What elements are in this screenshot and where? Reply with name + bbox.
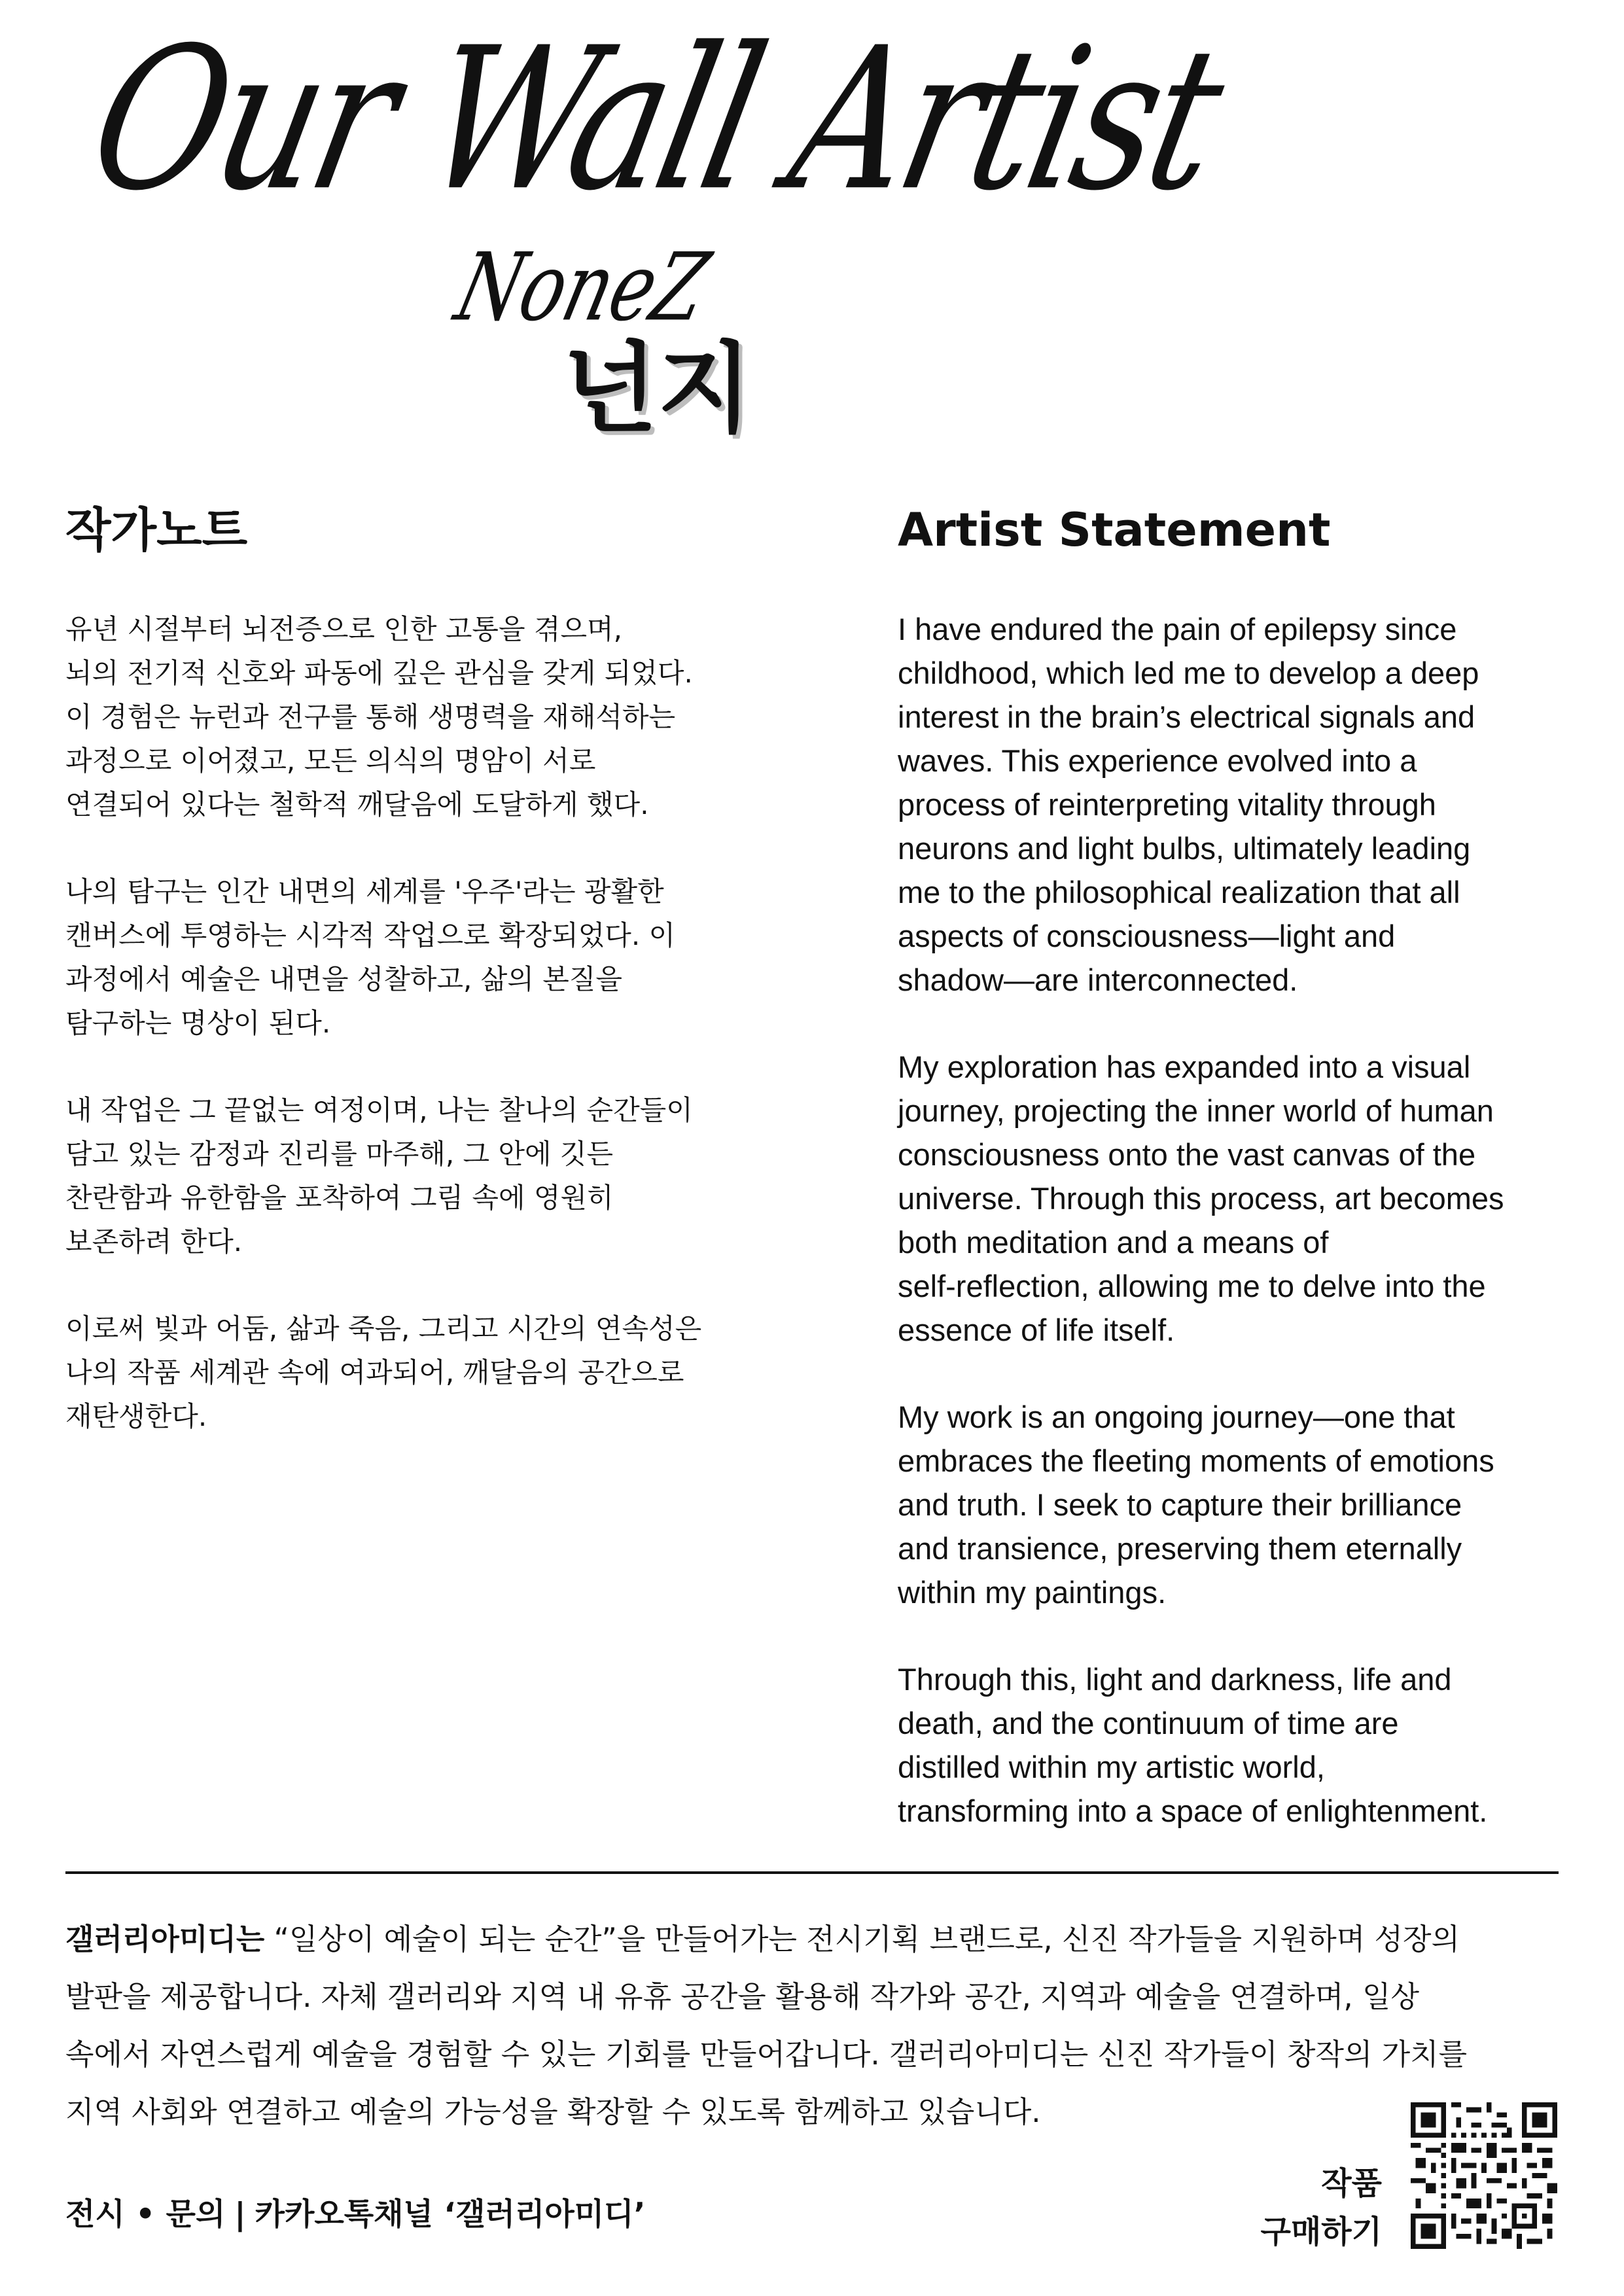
gallery-line-1 bbox=[65, 1911, 1564, 1968]
gallery-line-2: 발판을 제공합니다. 자체 갤러리와 지역 내 유휴 공간을 활용해 작가와 공간, 지역과 예술을 연결하며, 일상 bbox=[65, 1979, 1419, 2014]
purchase-line-2: 구매하기 bbox=[1260, 2214, 1382, 2250]
text-line: within my paintings. bbox=[898, 1575, 1167, 1610]
text-line: Through this, light and darkness, life and bbox=[898, 1662, 1452, 1697]
contact-separator: | bbox=[234, 2197, 246, 2233]
text-line: 과정으로 이어졌고, 모든 의식의 명암이 서로 bbox=[65, 745, 596, 777]
text-line: shadow—are interconnected. bbox=[898, 963, 1298, 997]
text-line: neurons and light bulbs, ultimately leading bbox=[898, 831, 1471, 866]
text-line: 담고 있는 감정과 진리를 마주해, 그 안에 깃든 bbox=[65, 1138, 614, 1170]
text-line: 내 작업은 그 끝없는 여정이며, 나는 찰나의 순간들이 bbox=[65, 1094, 693, 1126]
gallery-line-3: 속에서 자연스럽게 예술을 경험할 수 있는 기회를 만들어갑니다. 갤러리아미디는 신진 작가들이 창작의 가치를 bbox=[65, 2037, 1468, 2072]
text-line: 탐구하는 명상이 된다. bbox=[65, 1007, 331, 1039]
statement-paragraph-3 bbox=[898, 1395, 1578, 1614]
text-line: 이 경험은 뉴런과 전구를 통해 생명력을 재해석하는 bbox=[65, 701, 676, 733]
text-line: 캔버스에 투영하는 시각적 작업으로 확장되었다. 이 bbox=[65, 919, 676, 951]
qr-code-icon[interactable] bbox=[1411, 2102, 1557, 2249]
text-line: childhood, which led me to develop a deep bbox=[898, 656, 1479, 690]
script-subtitle: NoneZ bbox=[446, 232, 719, 342]
text-line: I have endured the pain of epilepsy since bbox=[898, 612, 1457, 646]
text-line: 과정에서 예술은 내면을 성찰하고, 삶의 본질을 bbox=[65, 963, 622, 995]
text-line: 연결되어 있다는 철학적 깨달음에 도달하게 했다. bbox=[65, 788, 649, 821]
gallery-brand: 갤러리아미디는 bbox=[65, 1922, 265, 1956]
text-line: aspects of consciousness—light and bbox=[898, 919, 1396, 953]
note-paragraph-1 bbox=[65, 607, 772, 826]
script-title: Our Wall Artist bbox=[74, 5, 1237, 234]
text-line: essence of life itself. bbox=[898, 1313, 1175, 1347]
gallery-text: “일상이 예술이 되는 순간”을 만들어가는 전시기획 브랜드로, 신진 작가들을 지원하며 성장의 bbox=[264, 1922, 1460, 1956]
note-paragraph-4 bbox=[65, 1307, 772, 1438]
header bbox=[65, 5, 1237, 458]
contact-info bbox=[65, 2192, 645, 2238]
text-line: 찬란함과 유한함을 포착하여 그림 속에 영원히 bbox=[65, 1182, 614, 1214]
purchase-label bbox=[1199, 2159, 1382, 2256]
text-line: distilled within my artistic world, bbox=[898, 1750, 1325, 1784]
text-line: embraces the fleeting moments of emotions bbox=[898, 1443, 1494, 1478]
artist-statement-english bbox=[898, 497, 1578, 1876]
text-line: consciousness onto the vast canvas of the bbox=[898, 1137, 1476, 1172]
text-line: My work is an ongoing journey—one that bbox=[898, 1400, 1455, 1434]
text-line: 뇌의 전기적 신호와 파동에 깊은 관심을 갖게 되었다. bbox=[65, 657, 693, 689]
text-line: self-reflection, allowing me to delve into the bbox=[898, 1269, 1486, 1303]
purchase-line-1: 작품 bbox=[1321, 2165, 1382, 2202]
kakao-channel: 카카오톡채널 ‘갤러리아미디’ bbox=[255, 2197, 646, 2233]
text-line: 재탄생한다. bbox=[65, 1400, 207, 1432]
note-heading: 작가노트 bbox=[65, 503, 248, 557]
artist-name-korean: 넌지 bbox=[563, 332, 752, 446]
contact-label: 전시 • 문의 bbox=[65, 2197, 226, 2233]
note-paragraph-3 bbox=[65, 1088, 772, 1263]
text-line: 나의 작품 세계관 속에 여과되어, 깨달음의 공간으로 bbox=[65, 1356, 684, 1388]
text-line: death, and the continuum of time are bbox=[898, 1706, 1399, 1740]
text-line: 보존하려 한다. bbox=[65, 1226, 243, 1258]
text-line: interest in the brain’s electrical signals and bbox=[898, 699, 1475, 734]
text-line: universe. Through this process, art becomes bbox=[898, 1181, 1504, 1216]
gallery-line-4: 지역 사회와 연결하고 예술의 가능성을 확장할 수 있도록 함께하고 있습니다. bbox=[65, 2094, 1041, 2129]
text-line: process of reinterpreting vitality through bbox=[898, 787, 1436, 822]
text-line: My exploration has expanded into a visual bbox=[898, 1050, 1471, 1084]
text-line: and truth. I seek to capture their brilliance bbox=[898, 1487, 1462, 1522]
statement-paragraph-1 bbox=[898, 607, 1578, 1002]
text-line: waves. This experience evolved into a bbox=[898, 743, 1417, 778]
statement-heading: Artist Statement bbox=[898, 503, 1331, 557]
text-line: both meditation and a means of bbox=[898, 1225, 1329, 1260]
text-line: 나의 탐구는 인간 내면의 세계를 '우주'라는 광활한 bbox=[65, 875, 664, 908]
gallery-description bbox=[65, 1911, 1564, 2141]
section-divider bbox=[65, 1871, 1559, 1874]
statement-paragraph-2 bbox=[898, 1045, 1578, 1352]
text-line: me to the philosophical realization that all bbox=[898, 875, 1460, 910]
text-line: 이로써 빛과 어둠, 삶과 죽음, 그리고 시간의 연속성은 bbox=[65, 1313, 702, 1345]
statement-paragraph-4 bbox=[898, 1657, 1578, 1833]
text-line: 유년 시절부터 뇌전증으로 인한 고통을 겪으며, bbox=[65, 613, 622, 645]
artist-note-korean bbox=[65, 497, 772, 1481]
text-line: journey, projecting the inner world of human bbox=[898, 1093, 1494, 1128]
text-line: and transience, preserving them eternally bbox=[898, 1531, 1462, 1566]
note-paragraph-2 bbox=[65, 870, 772, 1045]
text-line: transforming into a space of enlightenment. bbox=[898, 1793, 1488, 1828]
